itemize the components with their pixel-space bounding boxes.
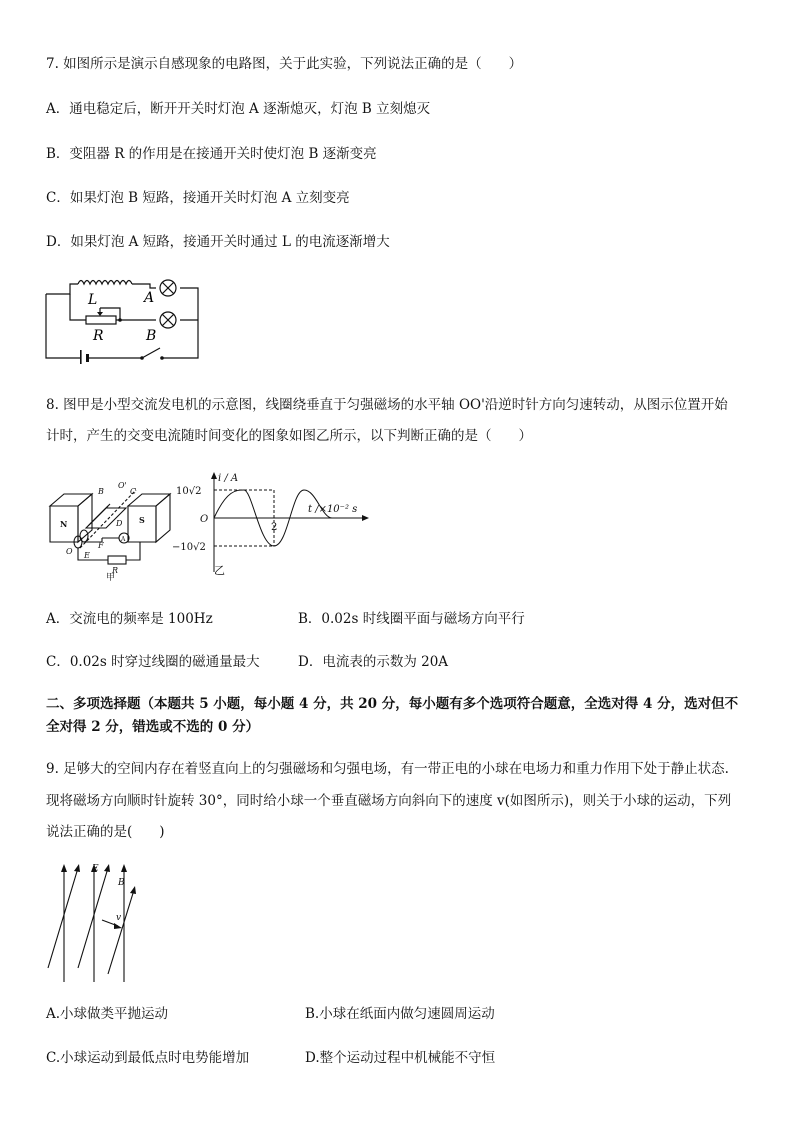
q8-option-b: B．0.02s 时线圈平面与磁场方向平行	[298, 611, 525, 627]
q9-field-figure	[44, 856, 164, 986]
section2-heading-line2: 全对得 2 分，错选或不选的 0 分）	[46, 719, 260, 735]
label-C: C	[130, 487, 137, 496]
x-axis-label: t /×10⁻² s	[308, 504, 358, 515]
label-E: E	[84, 551, 90, 560]
x-tick-label: 2	[271, 522, 278, 533]
ammeter-label: A	[121, 536, 126, 543]
q8-option-d: D．电流表的示数为 20A	[298, 654, 449, 670]
y-min-label: −10√2	[172, 542, 206, 553]
q9-stem-line2: 现将磁场方向顺时针旋转 30°，同时给小球一个垂直磁场方向斜向下的速度 v(如图所示)，则关于小球的运动，下列	[46, 793, 732, 809]
label-L: L	[88, 292, 98, 308]
q9-option-b: B.小球在纸面内做匀速圆周运动	[305, 1006, 495, 1022]
label-O: O	[66, 547, 73, 556]
label-D: D	[116, 519, 123, 528]
caption-yi: 乙	[214, 564, 225, 577]
label-jia-R: R	[112, 566, 119, 575]
caption-jia: 甲	[106, 573, 116, 582]
y-axis-label: i / A	[218, 473, 239, 484]
label-jia-B: B	[98, 487, 104, 496]
y-max-label: 10√2	[176, 486, 202, 497]
q8-generator-figure-jia	[44, 476, 172, 582]
label-E: E	[92, 864, 99, 874]
section2-heading-line1: 二、多项选择题（本题共 5 小题，每小题 4 分，共 20 分，每小题有多个选项符合题意，全选对得 4 分，选对但不	[46, 696, 739, 712]
q9-option-d: D.整个运动过程中机械能不守恒	[305, 1050, 496, 1066]
q7-option-a: A．通电稳定后，断开开关时灯泡 A 逐渐熄灭，灯泡 B 立刻熄灭	[46, 101, 431, 117]
q8-stem-line2: 计时，产生的交变电流随时间变化的图象如图乙所示，以下判断正确的是（ ）	[46, 428, 532, 444]
label-F: F	[98, 541, 104, 550]
q7-option-d: D．如果灯泡 A 短路，接通开关时通过 L 的电流逐渐增大	[46, 234, 390, 250]
q7-option-b: B．变阻器 R 的作用是在接通开关时使灯泡 B 逐渐变亮	[46, 146, 377, 162]
q9-stem-line3: 说法正确的是( )	[46, 824, 165, 840]
label-O-prime: O'	[118, 481, 127, 490]
label-S: S	[139, 515, 145, 525]
q8-stem-line1: 8. 图甲是小型交流发电机的示意图，线圈绕垂直于匀强磁场的水平轴 OO'沿逆时针方向匀速转动，从图示位置开始	[46, 397, 728, 413]
q8-option-a: A．交流电的频率是 100Hz	[46, 611, 213, 627]
q9-option-a: A.小球做类平抛运动	[46, 1006, 169, 1022]
q8-current-graph-yi	[170, 470, 370, 580]
q7-stem: 7. 如图所示是演示自感现象的电路图，关于此实验，下列说法正确的是（ ）	[46, 56, 523, 72]
q9-option-c: C.小球运动到最低点时电势能增加	[46, 1050, 250, 1066]
label-B: B	[146, 328, 157, 344]
label-q9-B: B	[118, 878, 125, 888]
q7-circuit-figure	[44, 274, 204, 364]
q9-stem-line1: 9. 足够大的空间内存在着竖直向上的匀强磁场和匀强电场，有一带正电的小球在电场力和重力作用下处于静止状态.	[46, 761, 729, 777]
label-R: R	[93, 328, 104, 344]
label-N: N	[60, 519, 68, 529]
q8-option-c: C．0.02s 时穿过线圈的磁通量最大	[46, 654, 260, 670]
q7-option-c: C．如果灯泡 B 短路，接通开关时灯泡 A 立刻变亮	[46, 190, 350, 206]
origin-label: O	[200, 514, 209, 525]
label-v: v	[116, 913, 122, 923]
label-A: A	[144, 290, 155, 306]
